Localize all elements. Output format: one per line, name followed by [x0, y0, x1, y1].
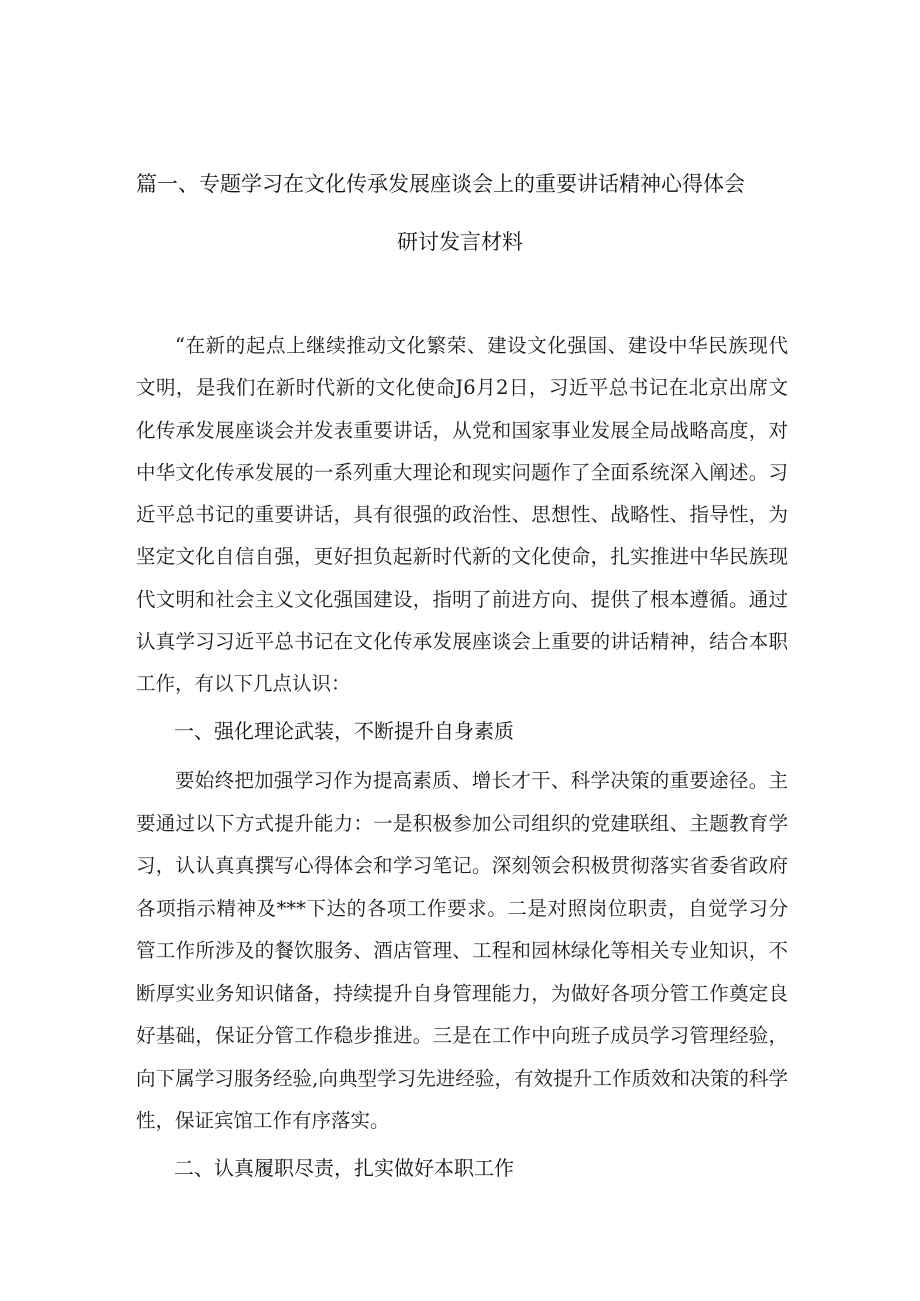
- document-title-line-2: 研讨发言材料: [397, 230, 523, 254]
- section-1-paragraph: 要始终把加强学习作为提高素质、增长才干、科学决策的重要途径。主要通过以下方式提升能力：一是积极参加公司组织的党建联组、主题教育学习，认认真真撰写心得体会和学习笔记。深刻领会积极贯彻落实省委省政府各项指示精神及***下达的各项工作要求。二是对照岗位职责，自觉学习分管工作所涉及的餐饮服务、酒店管理、工程和园林绿化等相关专业知识，不断厚实业务知识储备，持续提升自身管理能力，为做好各项分管工作奠定良好基础，保证分管工作稳步推进。三是在工作中向班子成员学习管理经验，向下属学习服务经验,向典型学习先进经验，有效提升工作质效和决策的科学性，保证宾馆工作有序落实。: [136, 769, 788, 1132]
- document-title-line-1: 篇一、专题学习在文化传承发展座谈会上的重要讲话精神心得体会: [136, 172, 745, 196]
- intro-paragraph: “在新的起点上继续推动文化繁荣、建设文化强国、建设中华民族现代文明，是我们在新时代新的文化使命J6月2日，习近平总书记在北京出席文化传承发展座谈会并发表重要讲话，从党和国家事业发展全局战略高度，对中华文化传承发展的一系列重大理论和现实问题作了全面系统深入阐述。习近平总书记的重要讲话，具有很强的政治性、思想性、战略性、指导性，为坚定文化自信自强，更好担负起新时代新的文化使命，扎实推进中华民族现代文明和社会主义文化强国建设，指明了前进方向、提供了根本遵循。通过认真学习习近平总书记在文化传承发展座谈会上重要的讲话精神，结合本职工作，有以下几点认识：: [136, 334, 788, 696]
- section-heading-2: 二、认真履职尽责，扎实做好本职工作: [174, 1156, 514, 1180]
- section-heading-1: 一、强化理论武装，不断提升自身素质: [174, 719, 514, 743]
